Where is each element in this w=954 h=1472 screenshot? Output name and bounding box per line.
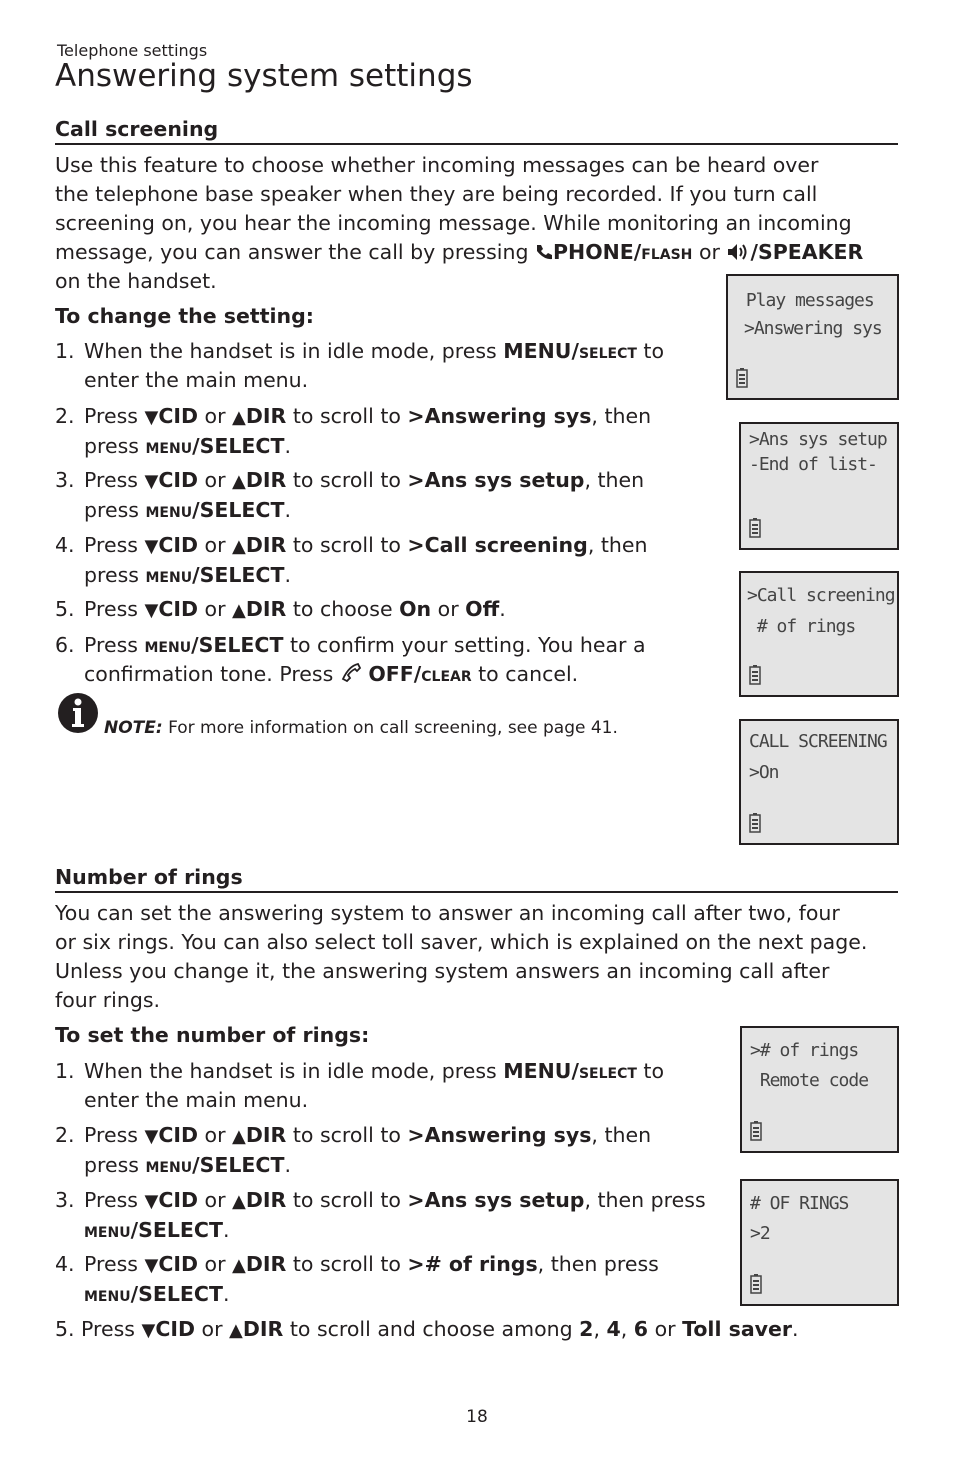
lcd-screen-play-messages: Play messages >Answering sys [726,274,899,400]
battery-icon [749,518,761,538]
lcd-screen-call-screening-on: CALL SCREENING >On [739,719,899,845]
down-arrow-icon: ▼ [141,1320,156,1341]
number-of-rings-heading: Number of rings [55,865,898,893]
up-arrow-icon: ▲ [232,600,246,621]
number-of-rings-intro: You can set the answering system to answer an incoming call after two, four or six rings. You can also select toll saver, which is explained on the next page. Unless you change it, the answering system answers an incoming call after four rings. [55,901,868,1012]
up-arrow-icon: ▲ [232,1191,246,1212]
note: NOTE: For more information on call screening, see page 41. [104,718,618,738]
down-arrow-icon: ▼ [144,536,159,557]
battery-icon [736,368,748,388]
down-arrow-icon: ▼ [144,407,159,428]
up-arrow-icon: ▲ [232,536,246,557]
up-arrow-icon: ▲ [232,471,246,492]
down-arrow-icon: ▼ [144,1191,159,1212]
down-arrow-icon: ▼ [144,471,159,492]
up-arrow-icon: ▲ [232,1255,246,1276]
phone-icon [535,243,553,261]
lcd-screen-ans-sys-setup: >Ans sys setup -End of list- [739,422,899,550]
battery-icon [750,1274,762,1294]
up-arrow-icon: ▲ [232,407,246,428]
battery-icon [749,813,761,833]
battery-icon [749,665,761,685]
up-arrow-icon: ▲ [232,1126,246,1147]
info-icon [57,692,99,734]
change-setting-subheading: To change the setting: [55,304,315,328]
call-screening-heading: Call screening [55,117,898,145]
call-screening-intro: Use this feature to choose whether incoming messages can be heard over the telephone base speaker when they are being recorded. If you turn call screening on, you hear the incoming message. While monitoring an incoming message, you can answer the call by pressing PHONE/flash or /SPEAKER on the handset. [55,153,864,293]
lcd-screen-call-screening: >Call screening # of rings [739,571,899,697]
off-handset-icon [340,663,362,683]
down-arrow-icon: ▼ [144,1255,159,1276]
lcd-screen-rings-2: # OF RINGS >2 [740,1179,899,1306]
speaker-icon [726,242,750,262]
lcd-screen-rings-menu: ># of rings Remote code [740,1026,899,1153]
up-arrow-icon: ▲ [229,1320,243,1341]
down-arrow-icon: ▼ [144,1126,159,1147]
page-number: 18 [466,1407,488,1427]
battery-icon [750,1121,762,1141]
set-rings-subheading: To set the number of rings: [55,1023,370,1047]
down-arrow-icon: ▼ [144,600,159,621]
breadcrumb: Telephone settings [57,41,208,60]
page-title: Answering system settings [55,58,473,94]
